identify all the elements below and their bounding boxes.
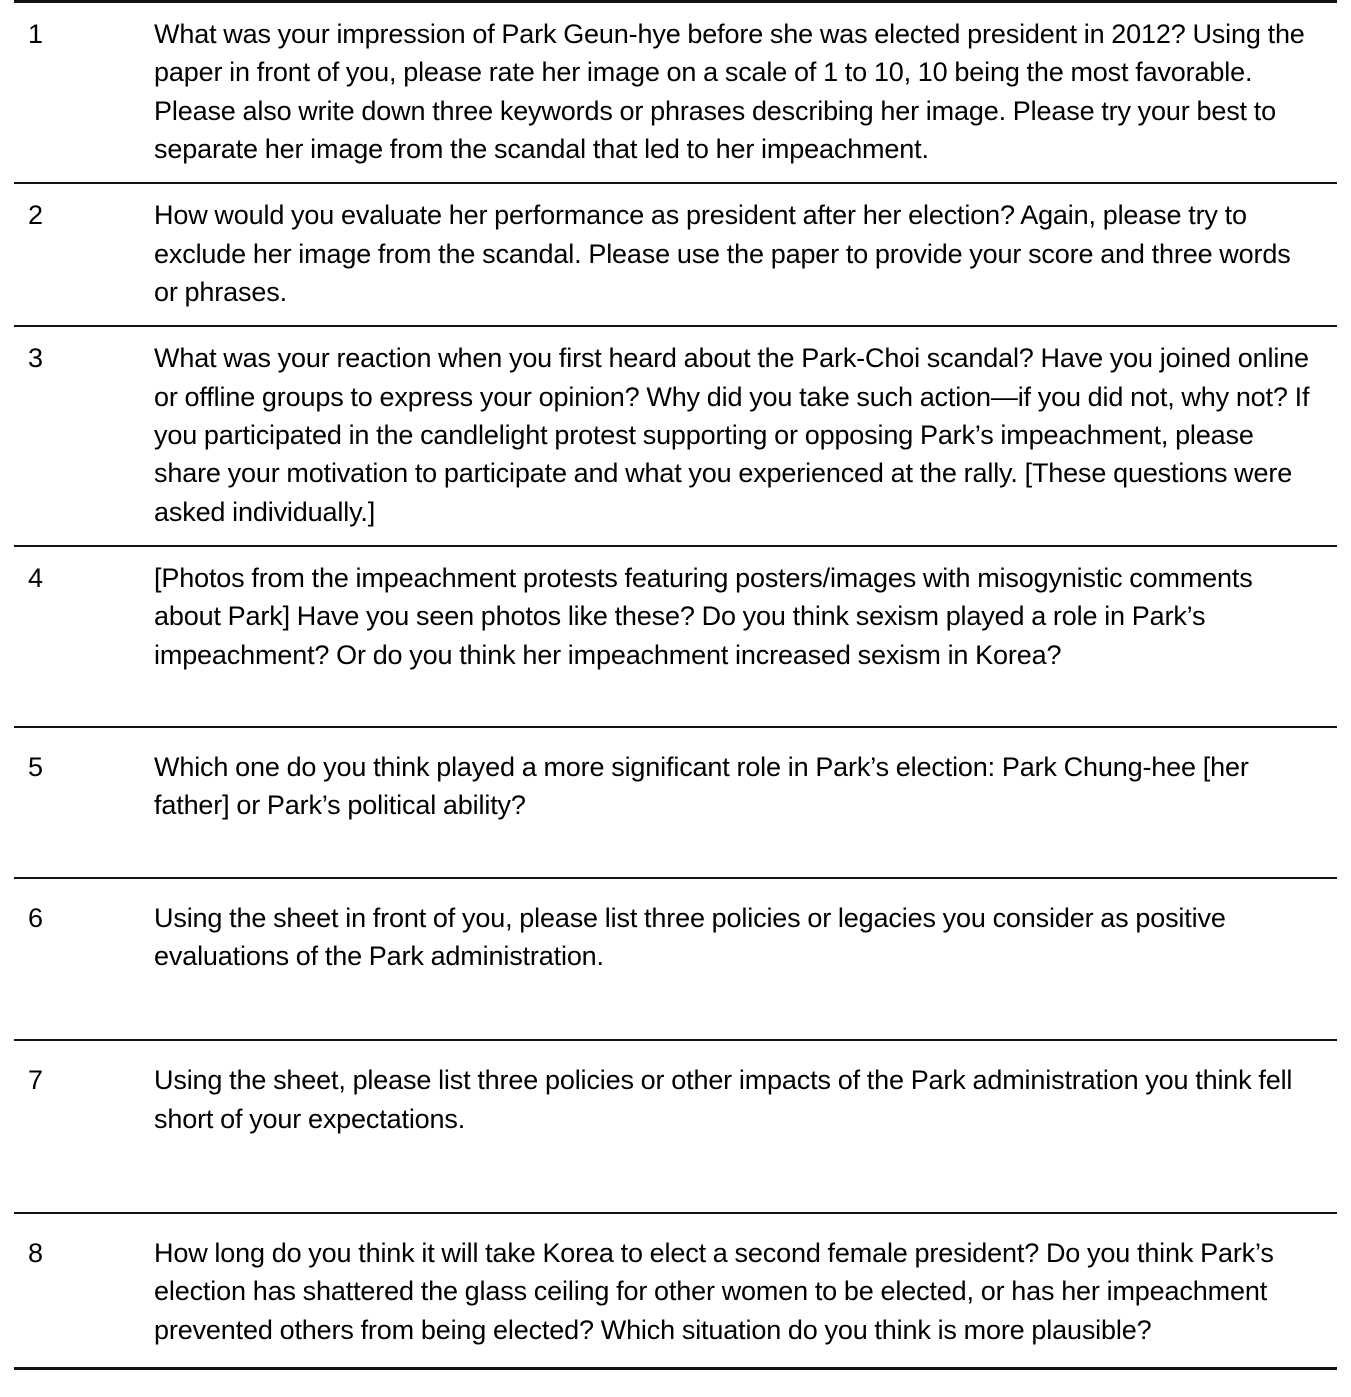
table-row [14, 1040, 1337, 1213]
question-text: How long do you think it will take Korea to elect a second female president? Do you think Park’s election has shattered the glass ceiling for other women to be elected, or has her impeachment prevented others from being elected? Which situation do you think is more plausible? [154, 1237, 1274, 1345]
question-text: How would you evaluate her performance as president after her election? Again, please try to exclude her image from the scandal. Please use the paper to provide your score and three words or phrases. [154, 200, 1291, 307]
question-text: What was your impression of Park Geun-hye before she was elected president in 2012? Using the paper in front of you, please rate her image on a scale of 1 to 10, 10 being the most favorable. Please also write down three keywords or phrases describing her image. Please try your best to separate her image from the scandal that led to her impeachment. [154, 19, 1305, 164]
table-row [14, 2, 1337, 184]
question-text: Using the sheet in front of you, please list three policies or legacies you consider as positive evaluations of the Park administration. [154, 902, 1226, 971]
table-row [14, 546, 1337, 727]
question-number: 1 [28, 19, 43, 49]
interview-questions-table [14, 0, 1337, 1370]
question-text: Using the sheet, please list three policies or other impacts of the Park administration you think fell short of your expectations. [154, 1065, 1293, 1134]
table-row [14, 326, 1337, 546]
question-number: 7 [28, 1065, 43, 1096]
question-number: 2 [28, 200, 43, 231]
table-row [14, 727, 1337, 878]
question-text: [Photos from the impeachment protests featuring posters/images with misogynistic comments about Park] Have you seen photos like these? Do you think sexism played a role in Park’s impeachment? Or do you think her impeachment increased sexism in Korea? [154, 562, 1253, 670]
question-number: 3 [28, 343, 43, 374]
question-text: Which one do you think played a more significant role in Park’s election: Park Chung-hee [her father] or Park’s political ability? [154, 751, 1249, 821]
question-number: 8 [28, 1237, 43, 1268]
question-number: 5 [28, 751, 43, 782]
question-text: What was your reaction when you first heard about the Park-Choi scandal? Have you joined online or offline groups to express your opinion? Why did you take such action—if you did not, why not? If you participated in the candlelight protest supporting or opposing Park’s impeachment, please share your motivation to participate and what you experienced at the rally. [These questions were asked individually.] [154, 343, 1310, 527]
table-row [14, 183, 1337, 326]
table-row [14, 1213, 1337, 1368]
question-number: 6 [28, 902, 43, 933]
table-row [14, 878, 1337, 1041]
question-number: 4 [28, 562, 43, 593]
table-body [14, 2, 1337, 1369]
